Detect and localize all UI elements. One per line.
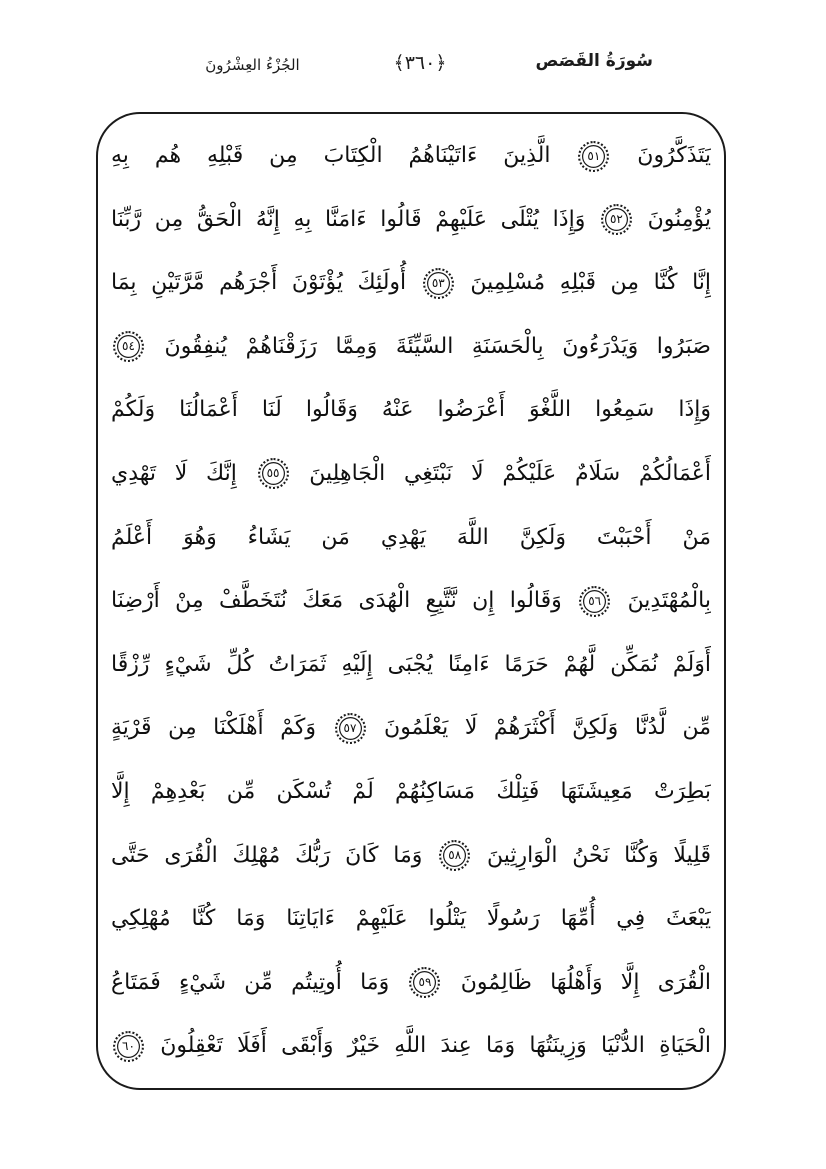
- juz-label: الجُزْءُ العِشْرُونَ: [205, 56, 300, 74]
- verse-end-marker: [409, 967, 440, 998]
- quran-line: صَبَرُوا وَيَدْرَءُونَ بِالْحَسَنَةِ السَّيِّئَةَ وَمِمَّا رَزَقْنَاهُمْ يُنفِقُونَ ٥٤: [111, 315, 711, 379]
- quran-line: إِنَّا كُنَّا مِن قَبْلِهِ مُسْلِمِينَ ٥٣ أُولَئِكَ يُؤْتَوْنَ أَجْرَهُم مَّرَّتَيْنِ بِمَا: [111, 251, 711, 315]
- quran-line: الْحَيَاةِ الدُّنْيَا وَزِينَتُهَا وَمَا عِندَ اللَّهِ خَيْرٌ وَأَبْقَى أَفَلَا تَعْقِلُونَ ٦٠: [111, 1014, 711, 1078]
- surah-title: سُورَةُ القَصَص: [535, 51, 653, 71]
- verse-number: ٥٦: [588, 593, 602, 608]
- verse-end-marker: [113, 1031, 144, 1062]
- page-header: [0, 46, 826, 92]
- quran-line: قَلِيلًا وَكُنَّا نَحْنُ الْوَارِثِينَ ٥٨ وَمَا كَانَ رَبُّكَ مُهْلِكَ الْقُرَى حَتَّى: [111, 824, 711, 888]
- verse-number: ٥٣: [431, 275, 445, 290]
- verse-number: ٥٤: [122, 339, 135, 354]
- verse-end-marker: [423, 268, 454, 299]
- page-number: ﴿٣٦٠﴾: [393, 52, 447, 74]
- verse-end-marker: [113, 331, 144, 362]
- quran-lines: [111, 124, 711, 1078]
- quran-line: أَوَلَمْ نُمَكِّن لَّهُمْ حَرَمًا ءَامِنًا يُجْبَى إِلَيْهِ ثَمَرَاتُ كُلِّ شَيْءٍ رِّزْقًا: [111, 651, 711, 677]
- quran-line: بِالْمُهْتَدِينَ ٥٦ وَقَالُوا إِن نَّتَّبِعِ الْهُدَى مَعَكَ نُتَخَطَّفْ مِنْ أَرْضِنَا: [111, 569, 711, 633]
- verse-end-marker: [578, 141, 609, 172]
- verse-end-marker: [579, 586, 610, 617]
- verse-number: ٥١: [587, 148, 601, 163]
- quran-line: يَبْعَثَ فِي أُمِّهَا رَسُولًا يَتْلُوا عَلَيْهِمْ ءَايَاتِنَا وَمَا كُنَّا مُهْلِكِي: [111, 906, 711, 932]
- quran-line: يُؤْمِنُونَ ٥٢ وَإِذَا يُتْلَى عَلَيْهِمْ قَالُوا ءَامَنَّا بِهِ إِنَّهُ الْحَقُّ مِن رَّبِّنَا: [111, 188, 711, 252]
- verse-number: ٦٠: [122, 1038, 135, 1053]
- verse-number: ٥٨: [448, 848, 462, 863]
- quran-line: الْقُرَى إِلَّا وَأَهْلُهَا ظَالِمُونَ ٥٩ وَمَا أُوتِيتُم مِّن شَيْءٍ فَمَتَاعُ: [111, 951, 711, 1015]
- verse-end-marker: [258, 458, 289, 489]
- verse-number: ٥٥: [266, 466, 280, 481]
- verse-number: ٥٩: [418, 975, 432, 990]
- verse-end-marker: [601, 204, 632, 235]
- verse-end-marker: [335, 713, 366, 744]
- verse-number: ٥٢: [609, 212, 623, 227]
- quran-line: وَإِذَا سَمِعُوا اللَّغْوَ أَعْرَضُوا عَنْهُ وَقَالُوا لَنَا أَعْمَالُنَا وَلَكُمْ: [111, 397, 711, 423]
- quran-line: مَنْ أَحْبَبْتَ وَلَكِنَّ اللَّهَ يَهْدِي مَن يَشَاءُ وَهُوَ أَعْلَمُ: [111, 524, 711, 550]
- mushaf-text-frame: [96, 112, 726, 1090]
- verse-number: ٥٧: [343, 720, 357, 735]
- quran-line: يَتَذَكَّرُونَ ٥١ الَّذِينَ ءَاتَيْنَاهُمُ الْكِتَابَ مِن قَبْلِهِ هُم بِهِ: [111, 124, 711, 188]
- quran-line: أَعْمَالُكُمْ سَلَامٌ عَلَيْكُمْ لَا نَبْتَغِي الْجَاهِلِينَ ٥٥ إِنَّكَ لَا تَهْدِي: [111, 442, 711, 506]
- quran-line: بَطِرَتْ مَعِيشَتَهَا فَتِلْكَ مَسَاكِنُهُمْ لَمْ تُسْكَن مِّن بَعْدِهِمْ إِلَّا: [111, 778, 711, 804]
- verse-end-marker: [439, 840, 470, 871]
- quran-line: مِّن لَّدُنَّا وَلَكِنَّ أَكْثَرَهُمْ لَا يَعْلَمُونَ ٥٧ وَكَمْ أَهْلَكْنَا مِن قَرْيَةٍ: [111, 696, 711, 760]
